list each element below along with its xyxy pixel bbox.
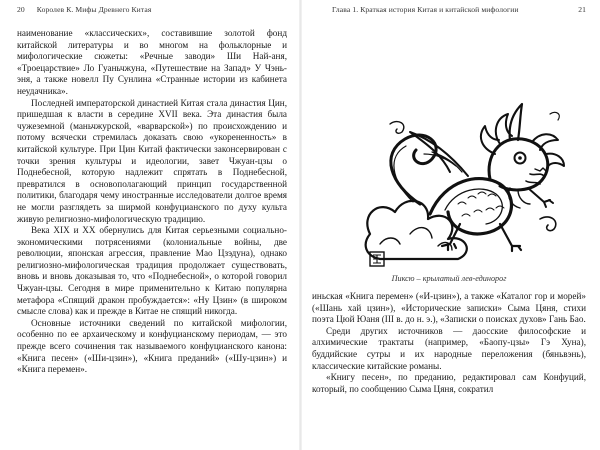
right-running-title: Глава 1. Краткая история Китая и китайской мифологии	[332, 5, 519, 14]
left-paragraph-2: Последней императорской династией Китая стала династия Цин, пришедшая к власти в середине XVII века. Эта династия была чужеземной (маньчжурской, «варварской») по происхождению и потому всячески стремилась доказать свою «укорененность» в китайской культуре. При Цин Китай фактически законсервирован с точки зрения культуры и идеологии, завет Чжуан-цзы о Поднебесной, которую надлежит спрятать в Поднебесной, превратился в основополагающий принцип государственной политики, благодаря чему иностранные исследователи долгое время не могли разглядеть за ширмой конфуцианского по духу культа живую религиозно-мифологическую традицию.	[17, 97, 287, 224]
right-running-head	[312, 5, 586, 17]
figure-caption: Пиксю – крылатый лев-единорог	[391, 274, 507, 283]
dragon-illustration-icon	[350, 84, 570, 269]
left-body-text	[17, 28, 287, 376]
right-page	[302, 0, 600, 450]
right-paragraph-2: Среди других источников — даосские философские и алхимические трактаты (например, «Баопу-цзы» Гэ Хуна), буддийские сутры и их народные переложения (бяньвэнь), классические китайские романы.	[312, 325, 586, 371]
left-running-head	[17, 5, 289, 17]
right-paragraph-3: «Книгу песен», по преданию, редактировал сам Конфуций, который, по сообщению Сыма Цяня, сократил	[312, 372, 586, 394]
left-page-number: 20	[17, 5, 25, 14]
right-page-number: 21	[578, 5, 586, 14]
left-paragraph-3: Века XIX и XX обернулись для Китая серьезными социально-экономическими потрясениями (колониальные войны, две революции, японская агрессия, правление Мао Цзэдуна), однако религиозно-мифологическая традиция продолжает существовать, вновь и вновь доказывая то, что «Поднебесной», о которой говорил Чжуан-цзы. Сегодня в мире применительно к Китаю популярна метафора «Спящий дракон пробуждается»: «Ну Цзин» (в широком смысле слова) как и прежде в Китае не спящий никогда.	[17, 225, 287, 317]
left-paragraph-1: наименование «классических», составившие золотой фонд китайской литературы и во многом на фольклорные и мифологические сюжеты: «Речные заводи» Ши Най-аня, «Троецарствие» Ло Гуаньчжуна, «Путешествие на Запад» У Чэнь-эня, а также новелл Пу Сунлина «Странные истории из кабинета неудачника».	[17, 28, 287, 96]
left-paragraph-4: Основные источники сведений по китайской мифологии, особенно по ее архаическому и конфуцианскому периодам, — это прежде всего сочинения так называемого конфуцианского канона: «Книга песен» («Ши-цзин»), «Книга преданий» («Шу-цзин») и «Книга перемен».	[17, 317, 287, 375]
right-paragraph-1: иньская «Книга перемен» («И-цзин»), а также «Каталог гор и морей» («Шань хай цзин»), «Исторические записки» Сыма Цяня, стихи поэта Цюй Юаня (III в. до н. э.), «Записки о поисках духов» Гань Бао.	[312, 291, 586, 325]
left-running-title: Королев К. Мифы Древнего Китая	[36, 5, 152, 14]
right-body-text	[312, 291, 586, 395]
left-page	[0, 0, 299, 450]
